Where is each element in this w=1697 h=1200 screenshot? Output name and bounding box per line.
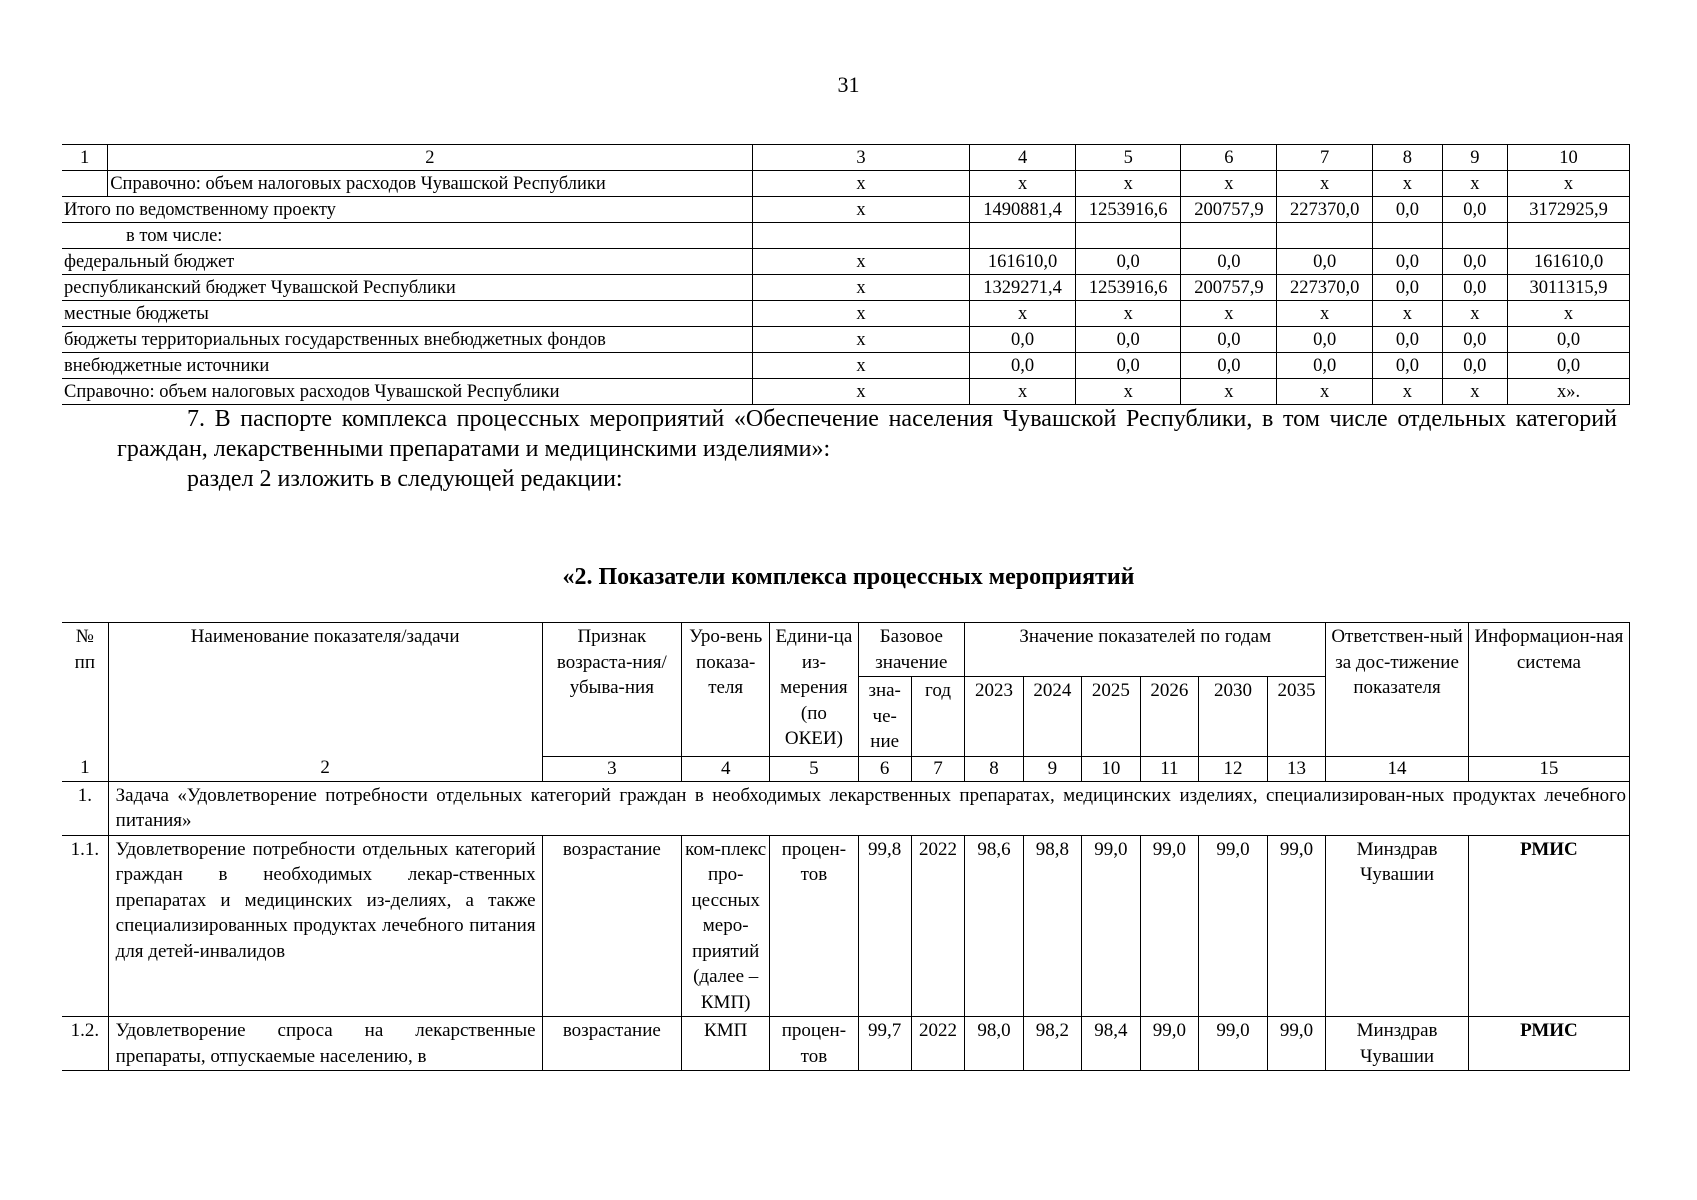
row-value: 99,0 — [1267, 1017, 1325, 1071]
finance-value-cell: х — [752, 249, 970, 275]
finance-value-cell — [1442, 223, 1507, 249]
finance-value-cell: х — [752, 353, 970, 379]
finance-value-cell: 161610,0 — [1508, 249, 1630, 275]
finance-value-cell: х — [1075, 301, 1181, 327]
header-year: 2023 — [965, 677, 1023, 757]
finance-value-cell: 0,0 — [1373, 327, 1443, 353]
table-row — [62, 301, 1630, 327]
task-text: Задача «Удовлетворение потребности отдельных категорий граждан в необходимых лекарственных препаратах, медицинских изделиях, специализирован-ных продуктах лечебного питания» — [108, 781, 1629, 835]
header-year: 2030 — [1199, 677, 1268, 757]
column-number-cell: 14 — [1326, 756, 1469, 781]
finance-value-cell — [752, 223, 970, 249]
finance-value-cell: 1490881,4 — [970, 197, 1076, 223]
row-level: ком-плекс про-цессных меро-приятий (далее – КМП) — [682, 835, 770, 1017]
header-base-year: год — [911, 677, 964, 757]
finance-value-cell: 0,0 — [970, 353, 1076, 379]
row-base-year: 2022 — [911, 1017, 964, 1071]
row-num: 1.1. — [62, 835, 108, 1017]
header-year: 2024 — [1023, 677, 1081, 757]
finance-value-cell: х — [970, 171, 1076, 197]
column-number-cell: 13 — [1267, 756, 1325, 781]
finance-value-cell: х — [752, 327, 970, 353]
finance-value-cell: х — [1181, 171, 1277, 197]
finance-value-cell: х — [1373, 171, 1443, 197]
finance-value-cell: х — [752, 171, 970, 197]
row-info-system: РМИС — [1468, 835, 1629, 1017]
table-row — [62, 171, 1630, 197]
finance-value-cell: х — [1508, 301, 1630, 327]
finance-header-cell: 1 — [62, 145, 108, 171]
finance-row-label: в том числе: — [62, 223, 752, 249]
header-base-value: зна-че-ние — [858, 677, 911, 757]
finance-header-cell: 7 — [1277, 145, 1373, 171]
row-name: Удовлетворение спроса на лекарственные препараты, отпускаемые населению, в — [108, 1017, 542, 1071]
amendment-instruction: раздел 2 изложить в следующей редакции: — [187, 466, 623, 492]
table-row — [62, 1017, 1630, 1071]
row-base-value: 99,7 — [858, 1017, 911, 1071]
finance-header-cell: 4 — [970, 145, 1076, 171]
header-level: Уро-вень показа-теля — [682, 623, 770, 757]
header-unit: Едини-ца из-мерения (по ОКЕИ) — [770, 623, 858, 757]
column-number-cell: 8 — [965, 756, 1023, 781]
finance-value-cell: х — [1075, 379, 1181, 405]
row-unit: процен-тов — [770, 835, 858, 1017]
finance-value-cell: 3011315,9 — [1508, 275, 1630, 301]
finance-value-cell: 0,0 — [1373, 249, 1443, 275]
column-number-cell: 11 — [1140, 756, 1198, 781]
finance-header-cell: 9 — [1442, 145, 1507, 171]
finance-value-cell: х — [1075, 171, 1181, 197]
finance-value-cell: х — [1373, 379, 1443, 405]
finance-value-cell: 0,0 — [1181, 249, 1277, 275]
finance-value-cell: 0,0 — [1442, 353, 1507, 379]
finance-value-cell: 0,0 — [1373, 197, 1443, 223]
finance-value-cell: х». — [1508, 379, 1630, 405]
column-number-cell: 1 — [62, 756, 108, 781]
finance-value-cell: х — [1442, 171, 1507, 197]
finance-value-cell: х — [1373, 301, 1443, 327]
row-value: 99,0 — [1140, 1017, 1198, 1071]
row-value: 98,2 — [1023, 1017, 1081, 1071]
row-level: КМП — [682, 1017, 770, 1071]
finance-header-cell: 2 — [108, 145, 752, 171]
header-responsible: Ответствен-ный за дос-тижение показателя — [1326, 623, 1469, 757]
finance-value-cell: х — [1442, 301, 1507, 327]
finance-value-cell — [970, 223, 1076, 249]
finance-row-label: федеральный бюджет — [62, 249, 752, 275]
finance-value-cell: х — [752, 197, 970, 223]
finance-row-label: Справочно: объем налоговых расходов Чувашской Республики — [62, 379, 752, 405]
finance-value-cell — [1508, 223, 1630, 249]
finance-table — [62, 144, 1630, 405]
finance-value-cell — [1277, 223, 1373, 249]
finance-value-cell: 0,0 — [1181, 353, 1277, 379]
table-row — [62, 249, 1630, 275]
amendment-paragraph — [117, 404, 1617, 494]
finance-header-cell: 5 — [1075, 145, 1181, 171]
row-value: 98,4 — [1082, 1017, 1140, 1071]
table-row — [62, 353, 1630, 379]
finance-value-cell: 0,0 — [1442, 327, 1507, 353]
header-info-system: Информацион-ная система — [1468, 623, 1629, 757]
finance-value-cell: х — [1277, 171, 1373, 197]
header-num: № пп — [62, 623, 108, 757]
row-trend: возрастание — [542, 835, 682, 1017]
finance-value-cell: х — [1181, 301, 1277, 327]
page-number: 31 — [837, 72, 860, 97]
finance-value-cell: 161610,0 — [970, 249, 1076, 275]
finance-value-cell: 0,0 — [1442, 275, 1507, 301]
finance-value-cell: 0,0 — [1075, 249, 1181, 275]
finance-value-cell: 1329271,4 — [970, 275, 1076, 301]
row-name: Удовлетворение потребности отдельных категорий граждан в необходимых лекар-ственных препаратах и медицинских из-делиях, а также специализированных продуктах лечебного питания для детей-инвалидов — [108, 835, 542, 1017]
column-number-cell: 12 — [1199, 756, 1268, 781]
row-base-value: 99,8 — [858, 835, 911, 1017]
table-row — [62, 197, 1630, 223]
column-numbers-row — [62, 756, 1630, 781]
column-number-cell: 7 — [911, 756, 964, 781]
column-number-cell: 10 — [1082, 756, 1140, 781]
finance-value-cell: х — [752, 379, 970, 405]
row-info-system: РМИС — [1468, 1017, 1629, 1071]
finance-value-cell: х — [1277, 379, 1373, 405]
finance-header-cell: 3 — [752, 145, 970, 171]
column-number-cell: 3 — [542, 756, 682, 781]
finance-row-label: местные бюджеты — [62, 301, 752, 327]
row-value: 98,0 — [965, 1017, 1023, 1071]
finance-value-cell: 0,0 — [1508, 327, 1630, 353]
finance-empty-cell — [62, 171, 108, 197]
finance-value-cell: х — [1508, 171, 1630, 197]
finance-row-label: внебюджетные источники — [62, 353, 752, 379]
table-row — [62, 379, 1630, 405]
finance-value-cell: х — [970, 301, 1076, 327]
finance-value-cell: х — [1181, 379, 1277, 405]
row-value: 98,6 — [965, 835, 1023, 1017]
row-responsible: Минздрав Чувашии — [1326, 1017, 1469, 1071]
finance-header-cell: 10 — [1508, 145, 1630, 171]
row-base-year: 2022 — [911, 835, 964, 1017]
header-year: 2025 — [1082, 677, 1140, 757]
row-value: 99,0 — [1199, 1017, 1268, 1071]
column-number-cell: 15 — [1468, 756, 1629, 781]
finance-value-cell: 0,0 — [1181, 327, 1277, 353]
finance-value-cell: х — [1442, 379, 1507, 405]
row-value: 99,0 — [1082, 835, 1140, 1017]
column-number-cell: 2 — [108, 756, 542, 781]
finance-value-cell: 0,0 — [1075, 353, 1181, 379]
column-number-cell: 4 — [682, 756, 770, 781]
finance-value-cell: 0,0 — [1277, 327, 1373, 353]
finance-value-cell: 0,0 — [1373, 275, 1443, 301]
finance-value-cell — [1373, 223, 1443, 249]
finance-header-cell: 6 — [1181, 145, 1277, 171]
row-num: 1.2. — [62, 1017, 108, 1071]
table-row — [62, 223, 1630, 249]
finance-value-cell: 0,0 — [1508, 353, 1630, 379]
table-row — [62, 327, 1630, 353]
indicators-table — [62, 622, 1630, 1071]
finance-value-cell: 0,0 — [1277, 249, 1373, 275]
column-number-cell: 9 — [1023, 756, 1081, 781]
finance-row-label: республиканский бюджет Чувашской Республики — [62, 275, 752, 301]
finance-row-label: Справочно: объем налоговых расходов Чувашской Республики — [108, 171, 752, 197]
finance-value-cell: 1253916,6 — [1075, 275, 1181, 301]
finance-value-cell: х — [970, 379, 1076, 405]
finance-value-cell: 0,0 — [1373, 353, 1443, 379]
amendment-text: 7. В паспорте комплекса процессных мероприятий «Обеспечение населения Чувашской Республики, в том числе отдельных категорий граждан, лекарственными препаратами и медицинскими изделиями»: — [117, 406, 1617, 462]
column-number-cell: 5 — [770, 756, 858, 781]
header-base: Базовое значение — [858, 623, 965, 677]
row-trend: возрастание — [542, 1017, 682, 1071]
finance-value-cell: 1253916,6 — [1075, 197, 1181, 223]
finance-value-cell — [1181, 223, 1277, 249]
header-year: 2035 — [1267, 677, 1325, 757]
row-value: 99,0 — [1140, 835, 1198, 1017]
task-num: 1. — [62, 781, 108, 835]
header-year: 2026 — [1140, 677, 1198, 757]
row-value: 99,0 — [1267, 835, 1325, 1017]
table-row — [62, 835, 1630, 1017]
header-name: Наименование показателя/задачи — [108, 623, 542, 757]
column-number-cell: 6 — [858, 756, 911, 781]
finance-header-cell: 8 — [1373, 145, 1443, 171]
finance-row-label: бюджеты территориальных государственных внебюджетных фондов — [62, 327, 752, 353]
finance-value-cell: 0,0 — [1075, 327, 1181, 353]
row-value: 98,8 — [1023, 835, 1081, 1017]
finance-value-cell: 200757,9 — [1181, 197, 1277, 223]
finance-value-cell: 0,0 — [1442, 249, 1507, 275]
finance-value-cell: 0,0 — [1442, 197, 1507, 223]
row-unit: процен-тов — [770, 1017, 858, 1071]
finance-header-row — [62, 145, 1630, 171]
section-title: «2. Показатели комплекса процессных мероприятий — [562, 564, 1135, 590]
finance-value-cell: х — [1277, 301, 1373, 327]
header-values-by-year: Значение показателей по годам — [965, 623, 1326, 677]
finance-row-label: Итого по ведомственному проекту — [62, 197, 752, 223]
finance-value-cell: 3172925,9 — [1508, 197, 1630, 223]
table-row — [62, 275, 1630, 301]
finance-value-cell: 0,0 — [970, 327, 1076, 353]
finance-value-cell — [1075, 223, 1181, 249]
row-value: 99,0 — [1199, 835, 1268, 1017]
finance-value-cell: х — [752, 275, 970, 301]
finance-value-cell: 227370,0 — [1277, 197, 1373, 223]
finance-value-cell: х — [752, 301, 970, 327]
header-trend: Признак возраста-ния/убыва-ния — [542, 623, 682, 757]
finance-value-cell: 227370,0 — [1277, 275, 1373, 301]
finance-value-cell: 0,0 — [1277, 353, 1373, 379]
finance-value-cell: 200757,9 — [1181, 275, 1277, 301]
row-responsible: Минздрав Чувашии — [1326, 835, 1469, 1017]
